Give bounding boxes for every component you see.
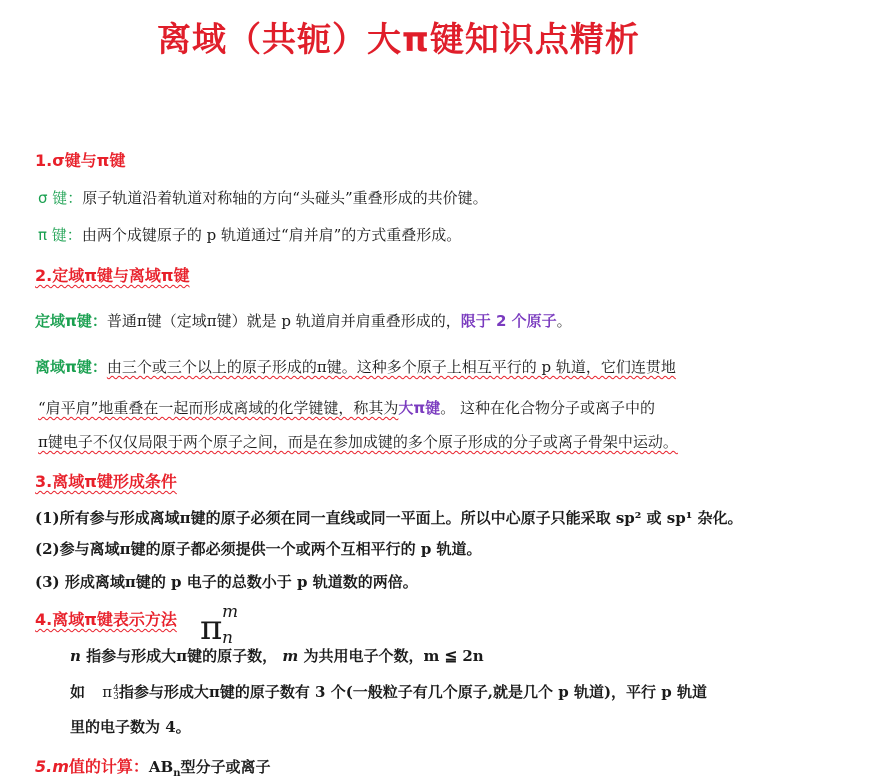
sigma-text: 原子轨道沿着轨道对称轴的方向“头碰头”重叠形成的共价键。	[82, 189, 488, 207]
ab-formula: AB	[148, 758, 174, 776]
condition-2: (2)参与离域π键的原子都必须提供一个或两个互相平行的 p 轨道。	[35, 540, 482, 558]
notation-text-b: 为共用电子个数，m ≦ 2n	[303, 647, 484, 665]
example-text: 指参与形成大π键的原子数有 3 个(一般粒子有几个原子,就是几个 p 轨道)，平行 p 轨道	[118, 683, 707, 701]
pi-superscript: m	[222, 602, 239, 622]
example-subscript: 3	[113, 692, 119, 702]
sigma-label: σ 键：	[38, 189, 83, 207]
delocalized-line-2	[38, 397, 655, 418]
notation-text-a: 指参与形成大π键的原子数，	[86, 647, 278, 665]
sigma-bond-definition	[38, 187, 488, 208]
localized-text: 普通π键（定域π键）就是 p 轨道肩并肩重叠形成的，	[106, 312, 461, 330]
notation-explanation	[70, 645, 484, 666]
section-5-number: 5.	[35, 757, 53, 776]
section-5-heading	[35, 754, 271, 779]
condition-3: (3) 形成离域π键的 p 电子的总数小于 p 轨道数的两倍。	[35, 573, 418, 591]
pi-symbol: π	[200, 608, 223, 648]
pi-bond-definition	[38, 224, 461, 245]
big-pi-term: 大π键	[398, 399, 441, 417]
section-5-m: m	[52, 757, 69, 776]
delocalized-text-1: 由三个或三个以上的原子形成的π键。这种多个原子上相互平行的 p 轨道，它们连贯地	[106, 358, 676, 376]
section-5-title: 值的计算：	[68, 757, 149, 776]
example-pi-symbol: π 4 3	[102, 683, 119, 702]
localized-pi-definition	[35, 310, 572, 331]
localized-label: 定域π键：	[35, 312, 107, 330]
delocalized-line-1	[35, 356, 676, 377]
delocalized-text-2a: “肩平肩”地重叠在一起而形成离域的化学键键，称其为	[38, 399, 399, 417]
section-1-heading: 1.σ键与π键	[35, 151, 126, 170]
notation-example	[70, 681, 707, 702]
pi-notation-symbol	[200, 604, 246, 648]
section-4-heading: 4.离域π键表示方法	[35, 610, 177, 629]
pi-text: 由两个成键原子的 p 轨道通过“肩并肩”的方式重叠形成。	[81, 226, 462, 244]
n-variable: n	[70, 647, 81, 665]
section-2-heading: 2.定域π键与离域π键	[35, 266, 190, 285]
localized-highlight: 限于 2 个原子	[460, 312, 557, 330]
delocalized-line-3	[38, 431, 678, 452]
m-variable: m	[282, 647, 299, 665]
localized-end: 。	[556, 312, 572, 330]
section-3-heading: 3.离域π键形成条件	[35, 472, 177, 491]
delocalized-text-3: π键电子不仅仅局限于两个原子之间，而是在参加成键的多个原子形成的分子或离子骨架中运动。	[38, 433, 678, 451]
section-5-text: 型分子或离子	[180, 758, 271, 776]
page-title: 离域（共轭）大π键知识点精析	[157, 20, 640, 60]
delocalized-text-2b: 。 这种在化合物分子或离子中的	[440, 399, 655, 417]
pi-label: π 键：	[38, 226, 82, 244]
condition-1: (1)所有参与形成离域π键的原子必须在同一直线或同一平面上。所以中心原子只能采取 sp² 或 sp¹ 杂化。	[35, 509, 743, 527]
pi-subscript: n	[222, 628, 233, 648]
example-superscript: 4	[113, 684, 119, 694]
example-prefix: 如	[70, 683, 86, 701]
delocalized-label: 离域π键：	[35, 358, 107, 376]
notation-example-cont: 里的电子数为 4。	[70, 718, 191, 736]
ab-subscript: n	[173, 768, 181, 780]
